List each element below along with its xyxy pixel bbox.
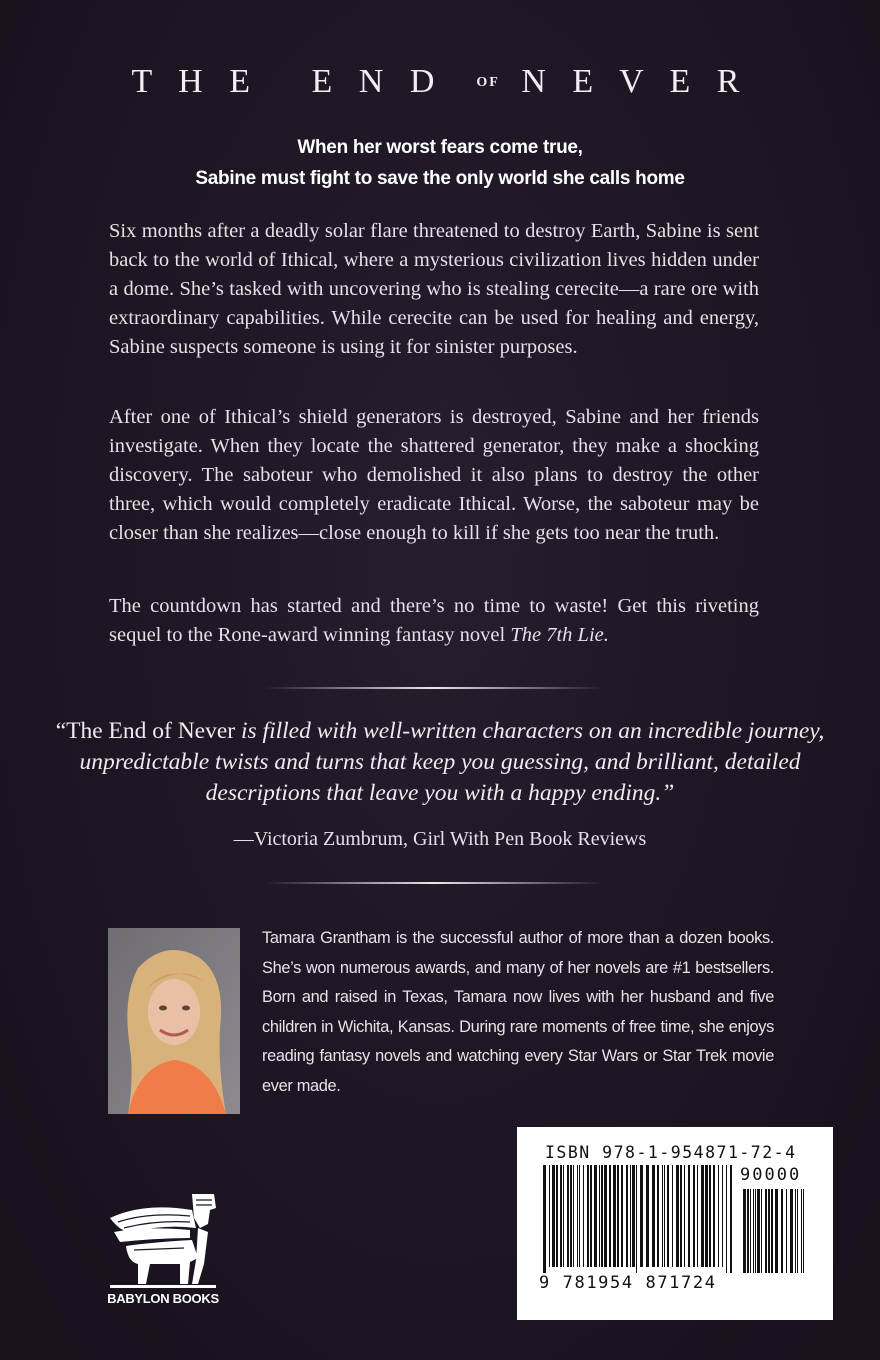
isbn-number: ISBN 978-1-954871-72-4 <box>545 1143 797 1162</box>
publisher-name: BABYLON BOOKS <box>107 1291 219 1306</box>
winged-lamassu-icon <box>104 1188 222 1288</box>
barcode-digits: 9 781954 871724 <box>539 1273 717 1293</box>
title-word-never: N E V E R <box>521 63 749 100</box>
title-word-of: OF <box>476 75 500 90</box>
tagline-line-2: Sabine must fight to save the only world she calls home <box>195 168 685 189</box>
isbn-barcode <box>517 1127 833 1320</box>
review-quote-text: is filled with well-written characters on an incredible journey, unpredictable twists and turns that keep you guessing, and brilliant, detailed descriptions that leave you with a happy ending.” <box>79 718 825 806</box>
tagline <box>0 132 880 194</box>
barcode-bars <box>539 1165 815 1275</box>
review-attribution: —Victoria Zumbrum, Girl With Pen Book Reviews <box>233 828 647 850</box>
blurb-paragraph-1: Six months after a deadly solar flare threatened to destroy Earth, Sabine is sent back to the world of Ithical, where a mysterious civilization lives hidden under a dome. She’s tasked with uncovering who is stealing cerecite—a rare ore with extraordinary capabilities. While cerecite can be used for healing and energy, Sabine suspects someone is using it for sinister purposes. <box>109 220 759 358</box>
blurb-paragraph-2: After one of Ithical’s shield generators is destroyed, Sabine and her friends investigate. When they locate the shattered generator, they make a shocking discovery. The saboteur who demolished it also plans to destroy the other three, which would completely eradicate Ithical. Worse, the saboteur may be closer than she realizes—close enough to kill if she gets too near the truth. <box>109 406 759 544</box>
review-quote <box>40 716 840 809</box>
price-addon-code: 90000 <box>740 1165 802 1185</box>
blurb-paragraph-3 <box>109 592 759 650</box>
tagline-line-1: When her worst fears come true, <box>297 137 583 158</box>
review-book-title: “The End of Never <box>55 718 236 744</box>
author-photo <box>108 928 240 1114</box>
divider-top <box>265 687 603 689</box>
author-bio: Tamara Grantham is the successful author of more than a dozen books. She’s won numerous awards, and many of her novels are #1 bestsellers. Born and raised in Texas, Tamara now lives with her husband and five children in Wichita, Kansas. During rare moments of free time, she enjoys reading fantasy novels and watching every Star Wars or Star Trek movie ever made. <box>262 929 774 1095</box>
prequel-title: The 7th Lie. <box>510 624 609 646</box>
divider-bottom <box>265 882 603 884</box>
title-word-the: T H E <box>131 63 260 100</box>
title-word-end: E N D <box>311 63 444 100</box>
book-title <box>0 62 880 103</box>
blurb-paragraph-3-text: The countdown has started and there’s no time to waste! Get this riveting sequel to the Rone-award winning fantasy novel <box>109 595 759 646</box>
